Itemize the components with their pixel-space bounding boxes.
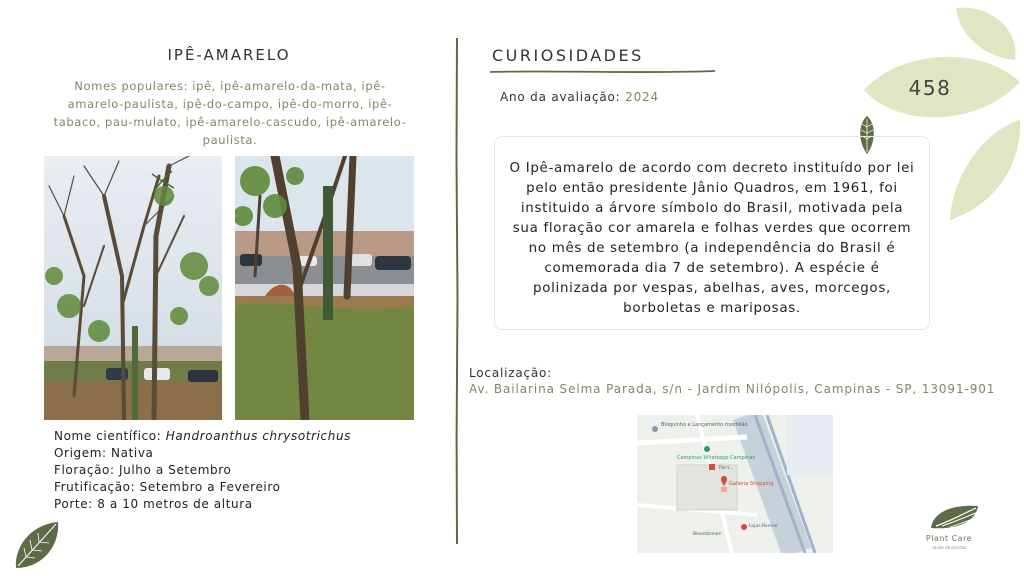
flowering-line: Floração: Julho a Setembro: [54, 463, 232, 477]
curiosity-card: O Ipê-amarelo de acordo com decreto instituído por lei pelo então presidente Jânio Quadros, em 1961, foi instituido a árvore símbolo do Brasil, motivada pela sua floração cor amarela e folhas verdes que ocorrem no mês de setembro (a independência do Brasil é comemorada dia 7 de setembro). A espécie é polinizada por vespas, abelhas, aves, morcegos, borboletas e mariposas.: [494, 136, 930, 330]
leaf-icon: [950, 120, 1020, 220]
map-label: Campinas Whatsapp Campinas: [677, 455, 755, 461]
evaluation-year: Ano da avaliação: 2024: [500, 90, 659, 104]
logo-name: Plant Care: [925, 534, 973, 543]
map-pin-icon: [741, 524, 747, 530]
tree-photo-1: [44, 156, 222, 420]
scientific-name: Handroanthus chrysotrichus: [165, 429, 352, 443]
evaluation-number-badge: 458: [908, 76, 952, 100]
map-pin-icon: [704, 446, 710, 452]
map-label: Galleria Shopping: [729, 481, 774, 487]
location-label: Localização:: [469, 366, 553, 380]
map-label: Lojas Renner: [749, 524, 778, 529]
map-label: Bloodstream: [693, 532, 722, 537]
curiosities-title: CURIOSIDADES: [492, 46, 644, 65]
map-label: Parri...: [719, 466, 734, 471]
origin-line: Origem: Nativa: [54, 446, 154, 460]
tree-photo-2: [235, 156, 414, 420]
logo-tagline: saúde de plantas: [931, 545, 967, 550]
map-pin-icon: [652, 426, 658, 432]
popular-names: Nomes populares: ipê, ipê-amarelo-da-mata, ipê-amarelo-paulista, ipê-do-campo, ipê-do-morro, ipê-tabaco, pau-mulato, ipê-amarelo-cascudo, ipê-amarelo-paulista.: [53, 79, 407, 147]
leaf-icon: [956, 8, 1016, 60]
map-pin-icon: [709, 464, 715, 470]
leaf-icon: [12, 520, 60, 572]
species-facts: [54, 428, 351, 513]
location-address: Av. Bailarina Selma Parada, s/n - Jardim Nilópolis, Campinas - SP, 13091-901: [469, 382, 996, 396]
fruiting-line: Frutificação: Setembro a Fevereiro: [54, 480, 281, 494]
title-underline: [490, 69, 715, 75]
species-title: IPÊ-AMARELO: [167, 46, 291, 64]
vertical-divider: [455, 38, 459, 544]
map-label: Bloquinho e Lançamento mochilão: [661, 422, 748, 428]
location-map[interactable]: [637, 415, 833, 553]
plant-care-logo: [928, 502, 984, 532]
size-line: Porte: 8 a 10 metros de altura: [54, 497, 253, 511]
scientific-name-line: Nome científico: Handroanthus chrysotrichus: [54, 429, 352, 443]
